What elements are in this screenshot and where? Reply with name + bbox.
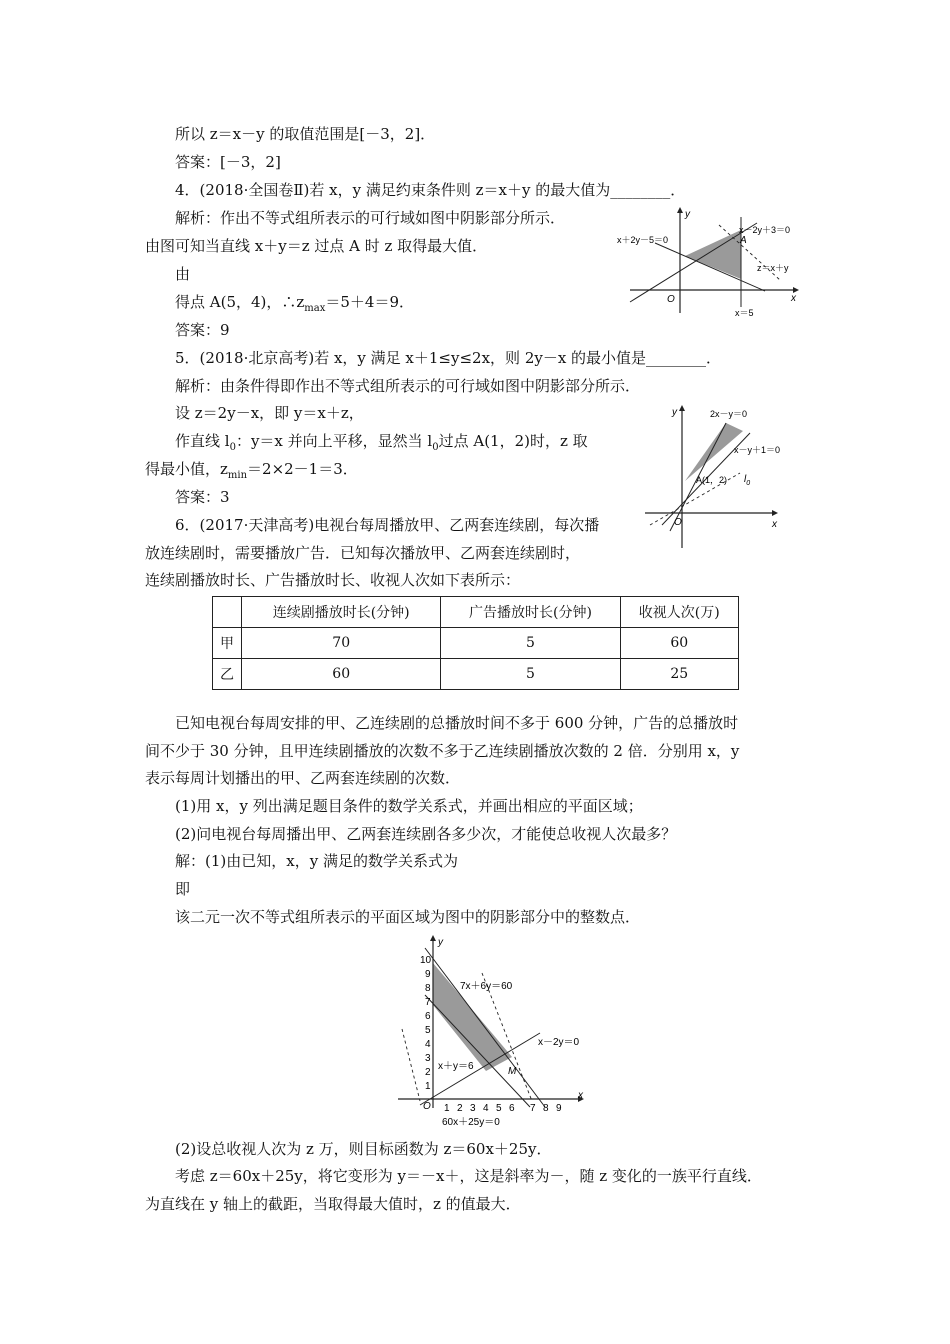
tick-label: 2 (457, 1103, 463, 1114)
subscript: 0 (432, 442, 439, 453)
point-label: A(1，2) (696, 475, 728, 485)
line-label: x－2y＝0 (538, 1037, 580, 1048)
tick-label: 4 (425, 1039, 431, 1050)
x-arrow-icon (772, 510, 778, 516)
solution-line (175, 292, 414, 319)
solution-line: 该二元一次不等式组所表示的平面区域为图中的阴影部分中的整数点． (175, 908, 641, 926)
text: l (744, 474, 747, 485)
solution-line: 所以 z＝x－y 的取值范围是[－3，2]． (175, 125, 436, 143)
line-label: x＋y＝6 (438, 1061, 474, 1072)
table-header: 广告播放时长(分钟) (441, 597, 620, 628)
table-cell: 70 (242, 628, 441, 659)
line-label: x－2y＋3＝0 (739, 225, 791, 235)
axis-label-y: y (672, 407, 677, 418)
solution-line: (2)设总收视人次为 z 万，则目标函数为 z＝60x＋25y． (175, 1140, 552, 1158)
figure-1-feasible-region (615, 205, 805, 320)
tick-label: 4 (483, 1103, 489, 1114)
subscript: 0 (229, 442, 236, 453)
text: ：y＝x 并向上平移，显然当 l (235, 432, 433, 450)
table-cell: 甲 (213, 628, 242, 659)
point-label: M (508, 1066, 517, 1077)
x-tick-labels (444, 1103, 562, 1114)
text: 得最小值，z (145, 460, 228, 478)
data-table (212, 596, 739, 690)
axis-label-x: x (772, 519, 777, 530)
origin-label: O (423, 1101, 431, 1112)
shaded-region (433, 963, 512, 1071)
problem-5: 5．(2018·北京高考)若 x，y 满足 x＋1≤y≤2x，则 2y－x 的最小值是________． (175, 349, 722, 367)
line-label: z＝x＋y (757, 263, 789, 273)
problem-6: (1)用 x，y 列出满足题目条件的数学关系式，并画出相应的平面区域； (175, 797, 643, 815)
text: ＝2×2－1＝3． (247, 460, 358, 478)
solution-line (145, 459, 358, 486)
tick-label: 8 (425, 983, 431, 994)
table-header: 收视人次(万) (620, 597, 738, 628)
subscript: min (227, 470, 248, 481)
point-label: A (740, 235, 747, 246)
tick-label: 7 (530, 1103, 536, 1114)
table-row (213, 659, 739, 690)
tick-label: 9 (556, 1103, 562, 1114)
solution-line: 解析：作出不等式组所表示的可行域如图中阴影部分所示． (175, 209, 566, 227)
figure-3-feasible-region (390, 933, 610, 1133)
table-header: 连续剧播放时长(分钟) (242, 597, 441, 628)
figure-2-feasible-region (640, 403, 790, 553)
axis-label-y: y (685, 209, 690, 220)
text: 得点 A(5，4)，∴z (175, 293, 305, 311)
line-x+y-6 (425, 995, 530, 1107)
text: 过点 A(1，2)时，z 取 (438, 432, 588, 450)
origin-label: O (667, 294, 675, 305)
line-label: x－y＋1＝0 (734, 445, 781, 455)
table-cell: 60 (620, 628, 738, 659)
problem-6: 连续剧播放时长、广告播放时长、收视人次如下表所示： (145, 571, 521, 589)
axis-label-x: x (578, 1090, 583, 1101)
tick-label: 6 (425, 1011, 431, 1022)
line-label (744, 474, 750, 487)
table-cell: 5 (441, 628, 620, 659)
line-label: 60x＋25y＝0 (442, 1117, 500, 1128)
tick-label: 9 (425, 969, 431, 980)
tick-label: 2 (425, 1067, 431, 1078)
line-label: x＋2y－5＝0 (617, 235, 669, 245)
problem-6: 已知电视台每周安排的甲、乙连续剧的总播放时间不多于 600 分钟，广告的总播放时 (175, 714, 739, 732)
table-cell: 5 (441, 659, 620, 690)
solution-line (175, 431, 588, 458)
subscript: 0 (746, 480, 751, 487)
problem-6: 放连续剧时，需要播放广告．已知每次播放甲、乙两套连续剧时， (145, 544, 581, 562)
line-7x+6y-60 (425, 948, 545, 1107)
table-cell: 25 (620, 659, 738, 690)
tick-label: 6 (509, 1103, 515, 1114)
y-tick-labels (420, 955, 432, 1092)
table-row (213, 628, 739, 659)
line-label: 7x＋6y＝60 (460, 981, 513, 992)
tick-label: 5 (425, 1025, 431, 1036)
problem-4: 4．(2018·全国卷Ⅱ)若 x，y 满足约束条件则 z＝x＋y 的最大值为________． (175, 181, 686, 199)
y-arrow-icon (679, 405, 685, 411)
y-arrow-icon (430, 935, 436, 941)
y-arrow-icon (677, 207, 683, 213)
problem-6: 表示每周计划播出的甲、乙两套连续剧的次数． (145, 769, 461, 787)
tick-label: 7 (425, 997, 431, 1008)
objective-line-dashed (402, 1029, 420, 1101)
tick-label: 1 (444, 1103, 450, 1114)
origin-label: O (674, 517, 682, 528)
solution-line: 解析：由条件得即作出不等式组所表示的可行域如图中阴影部分所示． (175, 377, 641, 395)
answer-line: 答案：[－3，2] (175, 153, 281, 171)
answer-line: 答案：9 (175, 321, 230, 339)
answer-line: 答案：3 (175, 488, 230, 506)
table-cell: 60 (242, 659, 441, 690)
tick-label: 5 (496, 1103, 502, 1114)
solution-line: 由图可知当直线 x＋y＝z 过点 A 时 z 取得最大值． (145, 237, 488, 255)
tick-label: 3 (425, 1053, 431, 1064)
tick-label: 3 (470, 1103, 476, 1114)
tick-label: 1 (425, 1081, 431, 1092)
line-label: 2x－y＝0 (710, 409, 748, 419)
text: 作直线 l (175, 432, 230, 450)
solution-line: 考虑 z＝60x＋25y，将它变形为 y＝－x＋，这是斜率为－，随 z 变化的一族平行直线． (175, 1167, 762, 1185)
solution-line: 由 (175, 265, 191, 283)
tick-label: 8 (543, 1103, 549, 1114)
text: ＝5＋4＝9． (325, 293, 415, 311)
line-label: x＝5 (735, 308, 754, 318)
problem-6: 间不少于 30 分钟，且甲连续剧播放的次数不多于乙连续剧播放次数的 2 倍．分别用 x，y (145, 742, 740, 760)
problem-6: (2)问电视台每周播出甲、乙两套连续剧各多少次，才能使总收视人次最多？ (175, 825, 677, 843)
tick-label: 10 (420, 955, 432, 966)
solution-line: 设 z＝2y－x，即 y＝x＋z， (175, 404, 364, 422)
table-cell: 乙 (213, 659, 242, 690)
axis-label-x: x (791, 293, 796, 304)
solution-line: 为直线在 y 轴上的截距，当取得最大值时，z 的值最大． (145, 1195, 521, 1213)
solution-line: 解：(1)由已知，x，y 满足的数学关系式为 (175, 852, 458, 870)
problem-6: 6．(2017·天津高考)电视台每周播放甲、乙两套连续剧，每次播 (175, 516, 600, 534)
axis-label-y: y (438, 937, 443, 948)
solution-line: 即 (175, 880, 191, 898)
table-row (213, 597, 739, 628)
subscript: max (304, 303, 326, 314)
table-header (213, 597, 242, 628)
